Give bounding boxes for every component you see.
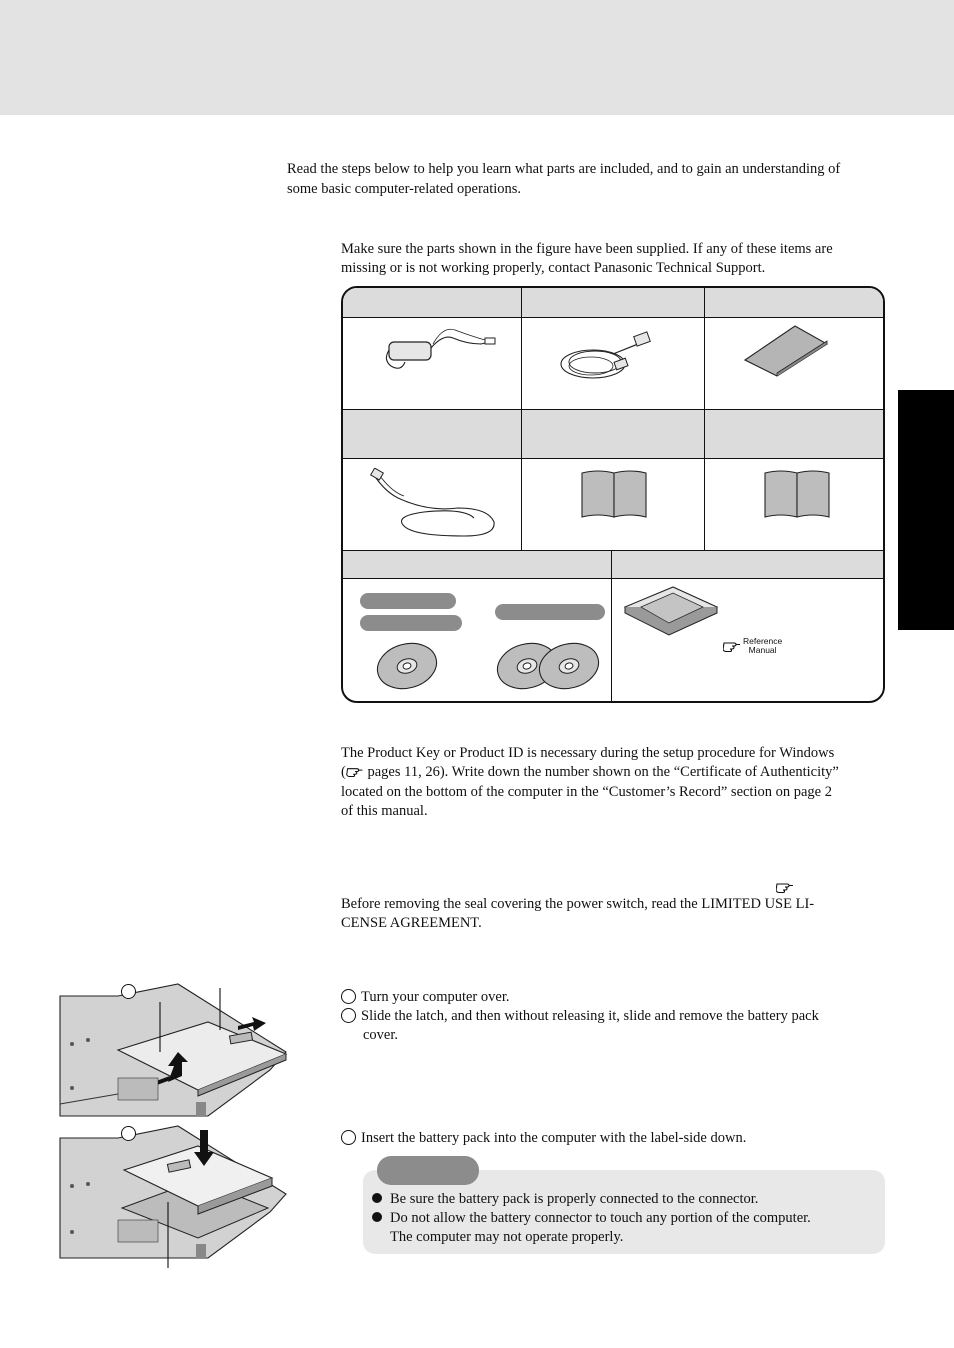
parts-table xyxy=(341,286,885,703)
caution-note-tab xyxy=(377,1156,479,1185)
parts-header-row-2 xyxy=(343,410,883,458)
product-key-line-4: of this manual. xyxy=(341,803,428,819)
cd-rom-icon xyxy=(373,640,443,692)
booklet-icon xyxy=(743,322,833,377)
step-circle-icon xyxy=(341,1008,356,1023)
note-bullet-2-cont: The computer may not operate properly. xyxy=(390,1229,624,1245)
remove-cover-step-2-cont: cover. xyxy=(363,1027,399,1043)
chapter-side-tab xyxy=(898,390,954,630)
bullet-icon xyxy=(372,1193,382,1203)
pointing-hand-icon xyxy=(723,639,741,652)
note-bullet-1: Be sure the battery pack is properly connected to the connector. xyxy=(372,1190,758,1210)
parts-check-line-2: missing or is not working properly, contact Panasonic Technical Support. xyxy=(341,260,766,276)
pointing-hand-icon xyxy=(776,880,794,893)
bullet-icon xyxy=(372,1212,382,1222)
step-circle-icon xyxy=(341,989,356,1004)
note-bullet-2: Do not allow the battery connector to touch any portion of the computer. xyxy=(372,1209,811,1229)
parts-header-row-3 xyxy=(343,551,883,578)
parts-header-row-1 xyxy=(343,288,883,317)
intro-line-2: some basic computer-related operations. xyxy=(287,181,522,197)
ac-cord-icon xyxy=(553,324,663,389)
reference-manual-label: Reference Manual xyxy=(743,636,783,655)
battery-cover-removal-figure xyxy=(58,982,290,1117)
battery-insertion-figure xyxy=(58,1122,290,1268)
remove-cover-step-2: Slide the latch, and then without releasing it, slide and remove the battery pack xyxy=(341,1007,819,1027)
disc-label-bar xyxy=(360,593,456,609)
ac-adaptor-icon xyxy=(381,324,501,379)
floppy-drive-icon xyxy=(621,585,721,645)
header-band xyxy=(0,0,954,115)
license-line-2: CENSE AGREEMENT. xyxy=(341,915,482,931)
step-circle-icon xyxy=(121,984,136,999)
product-key-line-1: The Product Key or Product ID is necessary during the setup procedure for Windows xyxy=(341,745,835,761)
intro-line-1: Read the steps below to help you learn what parts are included, and to gain an understanding of xyxy=(287,161,841,177)
pointing-hand-icon xyxy=(346,765,364,777)
insert-battery-step-1: Insert the battery pack into the computer with the label-side down. xyxy=(341,1129,746,1149)
manual-icon xyxy=(763,469,833,519)
product-key-line-2: ( pages 11, 26). Write down the number shown on the “Certificate of Authenticity” xyxy=(341,764,839,780)
step-circle-icon xyxy=(341,1130,356,1145)
disc-label-bar xyxy=(360,615,462,631)
parts-check-line-1: Make sure the parts shown in the figure have been supplied. If any of these items are xyxy=(341,241,833,257)
remove-cover-step-1: Turn your computer over. xyxy=(341,988,509,1008)
step-circle-icon xyxy=(121,1126,136,1141)
operating-instructions-icon xyxy=(580,469,650,519)
disc-label-bar xyxy=(495,604,605,620)
cd-rom-set-icon xyxy=(493,640,608,692)
product-key-line-3: located on the bottom of the computer in the “Customer’s Record” section on page 2 xyxy=(341,784,832,800)
telephone-cable-icon xyxy=(368,468,498,538)
license-line-1: Before removing the seal covering the power switch, read the LIMITED USE LI- xyxy=(341,896,815,912)
